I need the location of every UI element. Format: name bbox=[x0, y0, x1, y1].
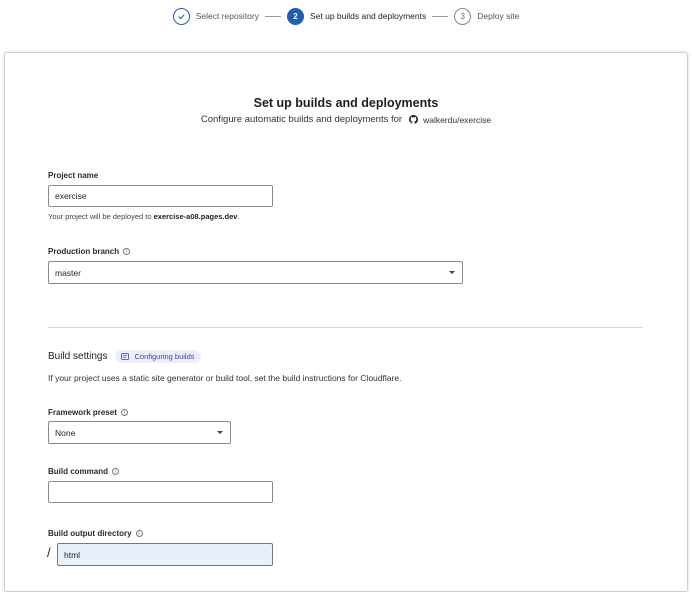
badge-label: Configuring builds bbox=[134, 352, 195, 361]
build-output-value: html bbox=[64, 549, 81, 560]
step-deploy-site bbox=[454, 8, 519, 25]
step-set-up-builds bbox=[287, 8, 426, 25]
production-branch-label-text: Production branch bbox=[48, 247, 120, 256]
info-icon[interactable]: i bbox=[123, 248, 130, 255]
info-icon[interactable]: i bbox=[121, 409, 128, 416]
output-path-prefix: / bbox=[47, 545, 51, 560]
step-label: Set up builds and deployments bbox=[310, 11, 427, 21]
chevron-down-icon bbox=[217, 431, 223, 434]
progress-stepper bbox=[0, 6, 692, 26]
framework-preset-label-text: Framework preset bbox=[48, 408, 117, 417]
build-command-label bbox=[48, 467, 119, 476]
step-separator bbox=[265, 16, 281, 17]
docs-icon bbox=[121, 353, 129, 360]
chevron-down-icon bbox=[449, 271, 455, 274]
build-command-input[interactable] bbox=[48, 481, 273, 503]
info-icon[interactable]: i bbox=[136, 530, 143, 537]
check-icon bbox=[173, 8, 190, 25]
step-label: Deploy site bbox=[477, 11, 520, 21]
build-output-label bbox=[48, 529, 143, 538]
framework-preset-label bbox=[48, 408, 128, 417]
project-name-input[interactable] bbox=[48, 185, 273, 207]
repo-name: walkerdu/exercise bbox=[423, 114, 492, 125]
build-settings-heading bbox=[48, 350, 201, 363]
build-command-label-text: Build command bbox=[48, 467, 109, 476]
info-icon[interactable]: i bbox=[112, 468, 119, 475]
production-branch-label bbox=[48, 247, 130, 256]
page-subtitle bbox=[0, 114, 692, 125]
github-icon bbox=[409, 115, 418, 124]
build-output-input[interactable] bbox=[57, 543, 273, 566]
section-divider bbox=[48, 327, 643, 328]
production-branch-select[interactable] bbox=[48, 261, 463, 284]
repo-link[interactable] bbox=[409, 115, 491, 125]
production-branch-value: master bbox=[55, 267, 81, 278]
project-name-value: exercise bbox=[55, 191, 87, 201]
configuring-builds-link[interactable] bbox=[115, 350, 200, 363]
step-number: 3 bbox=[454, 8, 471, 25]
build-output-label-text: Build output directory bbox=[48, 529, 132, 538]
project-domain-hint bbox=[48, 212, 240, 221]
hint-suffix: . bbox=[237, 212, 240, 221]
step-label: Select repository bbox=[195, 11, 259, 21]
project-name-label: Project name bbox=[48, 171, 99, 180]
framework-preset-select[interactable] bbox=[48, 421, 231, 444]
page-title: Set up builds and deployments bbox=[253, 96, 439, 110]
step-separator bbox=[432, 16, 448, 17]
subtitle-text: Configure automatic builds and deployments for bbox=[200, 114, 403, 125]
step-select-repository[interactable] bbox=[173, 8, 259, 25]
step-number: 2 bbox=[287, 8, 304, 25]
build-settings-title: Build settings bbox=[48, 351, 108, 362]
framework-preset-value: None bbox=[55, 427, 76, 438]
setup-card bbox=[4, 52, 688, 592]
project-domain: exercise-a08.pages.dev bbox=[153, 212, 238, 221]
build-settings-description: If your project uses a static site generator or build tool, set the build instructions for Cloudflare. bbox=[48, 373, 402, 383]
hint-prefix: Your project will be deployed to bbox=[48, 212, 154, 221]
